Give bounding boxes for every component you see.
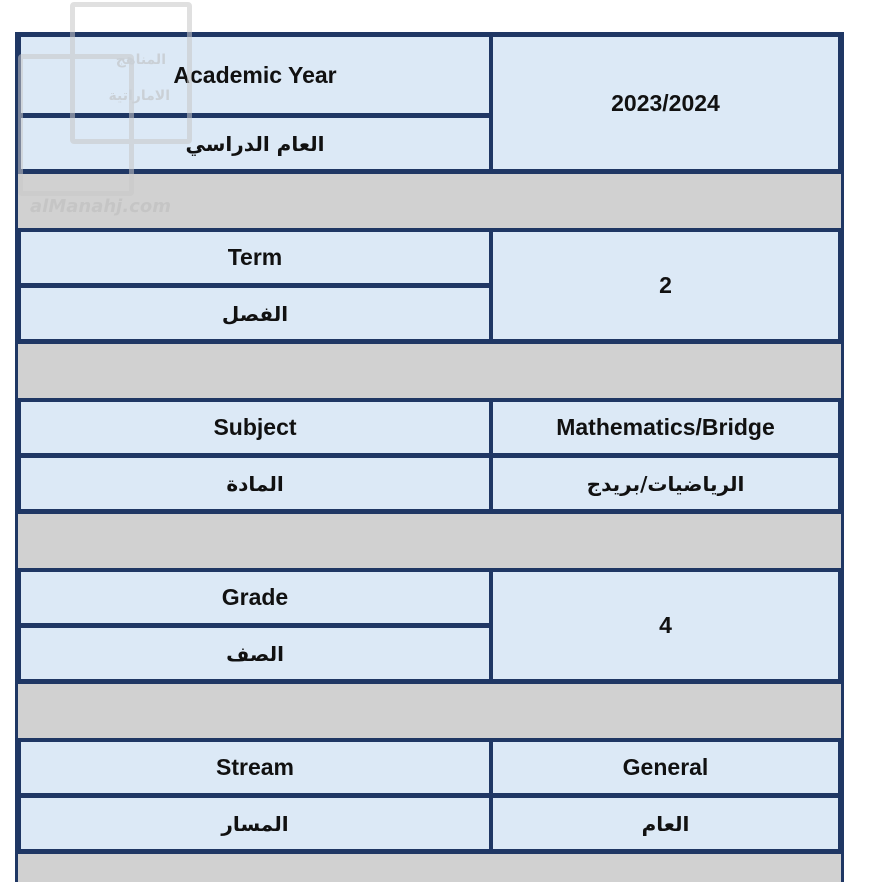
subject-label-ar: المادة: [21, 458, 489, 509]
watermark-text: المناهج: [115, 52, 166, 68]
row-spacer: [18, 344, 841, 398]
row-spacer: [18, 514, 841, 568]
term-label-ar: الفصل: [21, 288, 489, 339]
grade-label-en: Grade: [21, 572, 489, 623]
term-value: 2: [493, 232, 838, 339]
academic-year-label-en: Academic Year: [21, 37, 489, 113]
info-table: [15, 32, 844, 882]
stream-value-en: General: [493, 742, 838, 793]
grade-label-ar: الصف: [21, 628, 489, 679]
subject-value-en: Mathematics/Bridge: [493, 402, 838, 453]
subject-value-ar: الرياضيات/بريدج: [493, 458, 838, 509]
stream-label-en: Stream: [21, 742, 489, 793]
term-label-en: Term: [21, 232, 489, 283]
stream-label-ar: المسار: [21, 798, 489, 849]
watermark-text: الاماراتية: [108, 88, 170, 104]
row-spacer: [18, 854, 841, 882]
watermark-text: alManahj.com: [30, 196, 171, 217]
stream-value-ar: العام: [493, 798, 838, 849]
grade-value: 4: [493, 572, 838, 679]
subject-label-en: Subject: [21, 402, 489, 453]
row-spacer: [18, 684, 841, 738]
row-spacer: [18, 174, 841, 228]
academic-year-value: 2023/2024: [493, 37, 838, 169]
academic-year-label-ar: العام الدراسي: [21, 118, 489, 169]
